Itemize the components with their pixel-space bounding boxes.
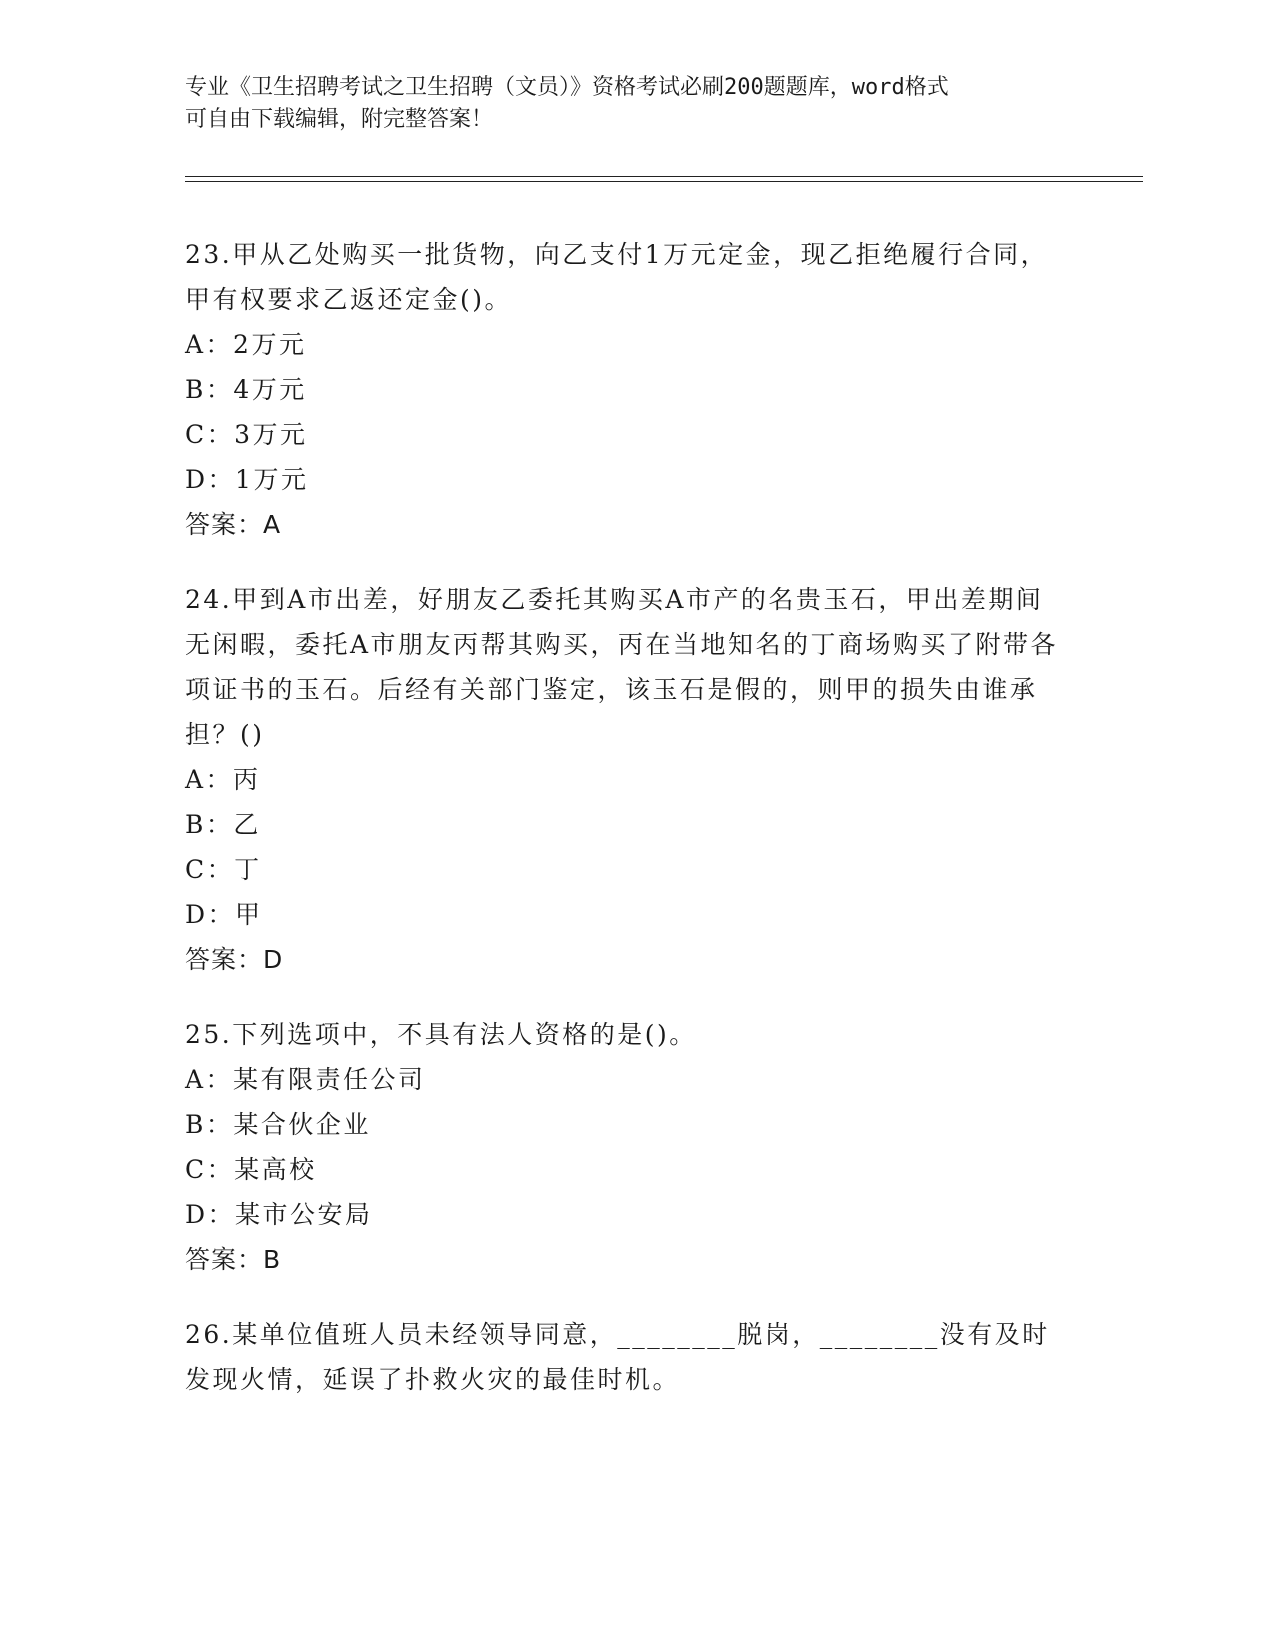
option-a: A：2万元 <box>185 330 307 359</box>
header-divider-bottom <box>185 181 1143 182</box>
option-b: B：某合伙企业 <box>185 1110 371 1139</box>
option-a: A：某有限责任公司 <box>185 1065 426 1094</box>
option-c: C：3万元 <box>185 420 308 449</box>
question-list <box>185 232 1065 1432</box>
option-c: C：某高校 <box>185 1155 317 1184</box>
option-d: D：甲 <box>185 900 263 929</box>
question-26 <box>185 1312 1065 1402</box>
option-a: A：丙 <box>185 765 261 794</box>
answer-label: 答案：D <box>185 945 284 974</box>
option-d: D：某市公安局 <box>185 1200 373 1229</box>
header-line-1: 专业《卫生招聘考试之卫生招聘（文员）》资格考试必刷200题题库，word格式 <box>185 75 949 100</box>
option-b: B：乙 <box>185 810 261 839</box>
document-header <box>185 72 1055 136</box>
header-line-2: 可自由下载编辑，附完整答案！ <box>185 107 494 132</box>
option-c: C：丁 <box>185 855 262 884</box>
question-stem: 25.下列选项中，不具有法人资格的是()。 <box>185 1020 697 1049</box>
answer-label: 答案：A <box>185 510 282 539</box>
question-23 <box>185 232 1065 547</box>
question-stem: 24.甲到A市出差，好朋友乙委托其购买A市产的名贵玉石，甲出差期间无闲暇，委托A市朋友丙帮其购买，丙在当地知名的丁商场购买了附带各项证书的玉石。后经有关部门鉴定，该玉石是假的，则甲的损失由谁承担？() <box>185 585 1059 749</box>
option-d: D：1万元 <box>185 465 309 494</box>
answer-label: 答案：B <box>185 1245 282 1274</box>
question-24 <box>185 577 1065 982</box>
question-stem: 23.甲从乙处购买一批货物，向乙支付1万元定金，现乙拒绝履行合同，甲有权要求乙返还定金()。 <box>185 240 1049 314</box>
header-divider-top <box>185 176 1143 177</box>
question-25 <box>185 1012 1065 1282</box>
question-stem: 26.某单位值班人员未经领导同意，________脱岗，________没有及时发现火情，延误了扑救火灾的最佳时机。 <box>185 1320 1050 1394</box>
option-b: B：4万元 <box>185 375 307 404</box>
